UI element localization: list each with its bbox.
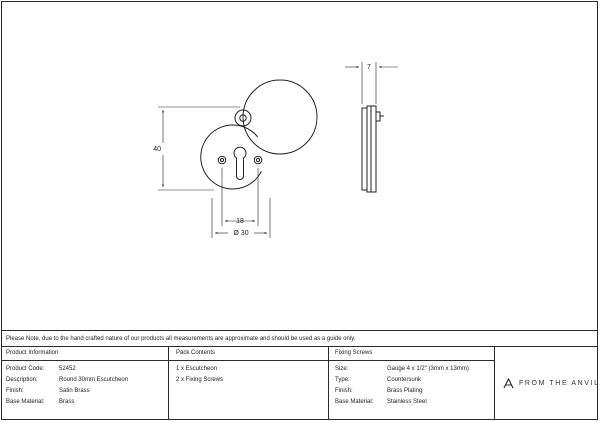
base-material-value: Brass: [59, 399, 75, 405]
screw-material-label: Base Material:: [335, 399, 374, 405]
diameter-label: Ø 30: [233, 230, 249, 237]
fixing-hole-left: [218, 156, 226, 164]
fixing-centres-label: 18: [236, 218, 244, 225]
product-information-title: Product Information: [6, 350, 59, 356]
base-material-label: Base Material:: [6, 399, 45, 405]
front-view: [201, 80, 317, 189]
product-code-label: Product Code:: [6, 366, 45, 372]
screw-size-value: Gauge 4 x 1/2" (3mm x 13mm): [387, 366, 469, 372]
finish-value: Satin Brass: [59, 388, 90, 394]
screw-finish-label: Finish:: [335, 388, 353, 394]
fixing-screws-title: Fixing Screws: [335, 350, 373, 356]
screw-size-label: Size:: [335, 366, 349, 372]
dimension-labels: [153, 64, 371, 237]
finish-label: Finish:: [6, 388, 24, 394]
product-code-value: 52452: [59, 366, 76, 372]
pack-contents-title: Pack Contents: [176, 350, 216, 356]
screw-type-value: Countersunk: [387, 377, 422, 383]
brand-name: FROM THE ANVIL: [519, 380, 600, 387]
side-view: [362, 106, 384, 192]
column-divider-1: [168, 347, 169, 420]
column-divider-3: [494, 347, 495, 420]
anvil-logo-icon: [503, 378, 514, 389]
brand-logo: [503, 378, 600, 389]
cover-plate: [243, 80, 317, 154]
pivot-edge: [376, 112, 380, 121]
screw-finish-value: Brass Plating: [387, 388, 423, 394]
back-plate-edge: [362, 108, 367, 190]
pack-item-screws: 2 x Fixing Screws: [176, 377, 224, 383]
fixing-hole-right-inner: [256, 158, 259, 161]
note-divider-bottom: [1, 346, 598, 347]
depth-label: 7: [367, 64, 371, 71]
table-header-divider: [1, 360, 494, 361]
screw-type-label: Type:: [335, 377, 350, 383]
keyhole: [234, 147, 246, 179]
screw-material-value: Stainless Steel: [387, 399, 427, 405]
pack-item-escutcheon: 1 x Escutcheon: [176, 366, 218, 372]
fixing-hole-right: [254, 156, 262, 164]
measurement-note: Please Note, due to the hand crafted nature of our products all measurements are approximate and should be used as a guide only.: [6, 336, 356, 342]
fixing-hole-left-inner: [220, 158, 223, 161]
height-label: 40: [153, 146, 161, 153]
column-divider-2: [328, 347, 329, 420]
description-label: Description:: [6, 377, 38, 383]
description-value: Round 30mm Escutcheon: [59, 377, 129, 383]
note-divider-top: [1, 330, 598, 331]
back-plate: [201, 125, 262, 189]
